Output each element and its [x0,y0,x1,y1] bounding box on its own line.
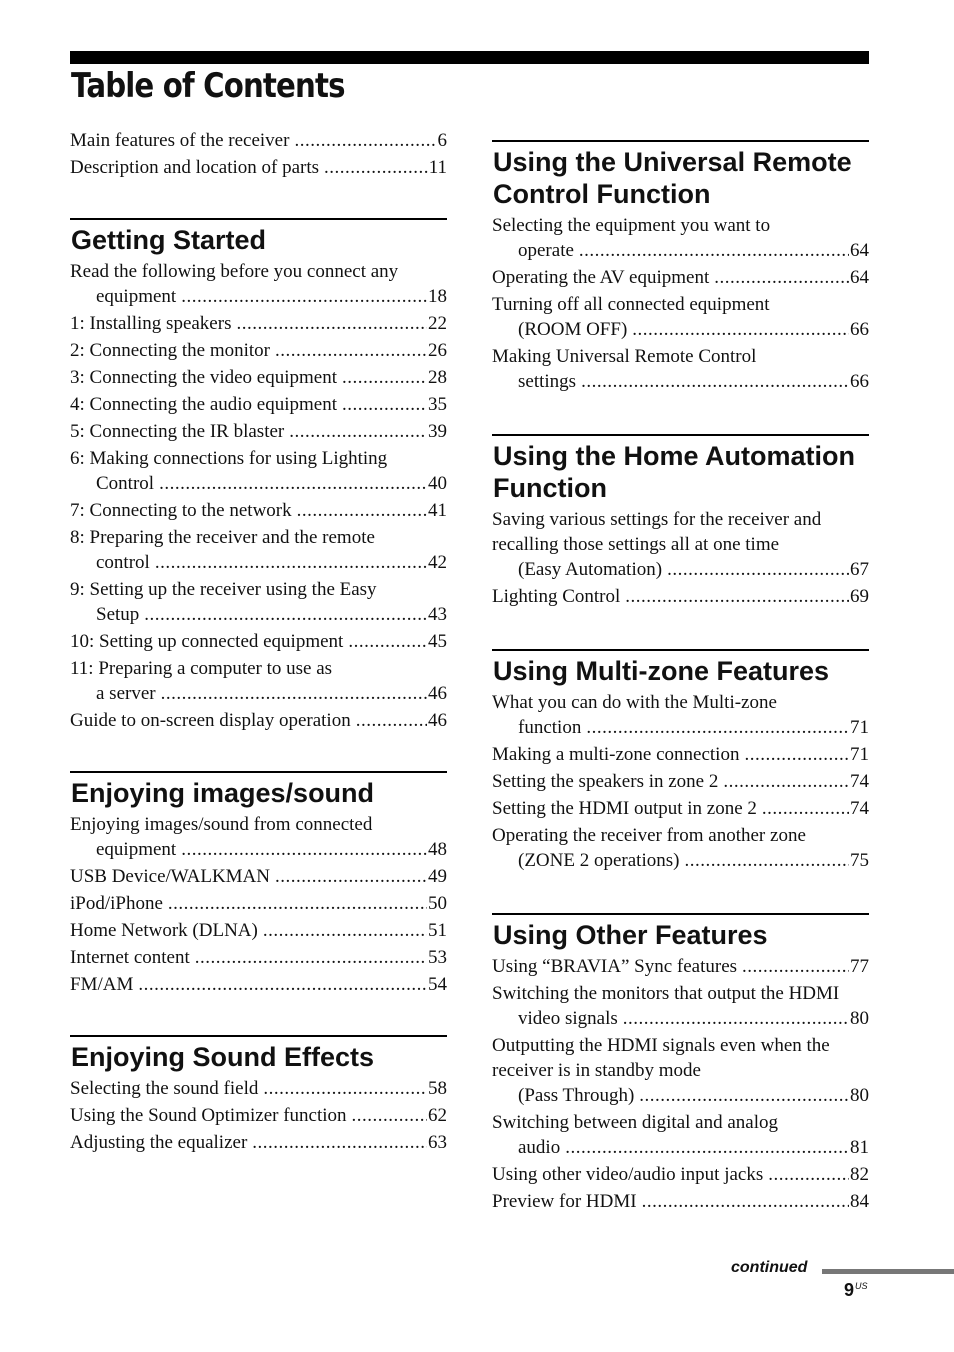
toc-entry-page: 45 [428,631,447,652]
toc-entry-text-line: Selecting the equipment you want to [492,215,771,236]
toc-entry-title: USB Device/WALKMAN [70,866,271,887]
toc-section [492,649,869,873]
toc-entry-title: (ZONE 2 operations) [518,850,680,871]
toc-entry-page: 58 [428,1078,447,1099]
toc-entry-text-line: receiver is in standby mode [492,1060,701,1081]
dot-leader [714,265,849,290]
toc-section [492,434,869,609]
top-rule [70,51,869,64]
toc-entry-title: video signals [518,1008,618,1029]
toc-entry[interactable] [492,1033,869,1108]
dot-leader [667,557,849,582]
dot-leader [181,284,427,309]
toc-entry-title: audio [518,1137,561,1158]
toc-section [492,140,869,394]
dot-leader [352,1103,427,1128]
toc-entry[interactable] [70,311,447,336]
dot-leader [168,891,427,916]
toc-entry-page: 39 [428,421,447,442]
toc-entry-title: operate [518,240,574,261]
toc-entry-page: 53 [428,947,447,968]
section-rule [70,1035,447,1037]
section-heading: Enjoying Sound Effects [71,1042,375,1072]
toc-entry[interactable] [492,1189,869,1214]
toc-entry[interactable] [492,823,869,873]
dot-leader [263,1076,427,1101]
dot-leader [342,365,427,390]
toc-entry-title: (ROOM OFF) [518,319,628,340]
section-heading: Using the Home Automation Function [493,441,855,503]
toc-entry-title: 5: Connecting the IR blaster [70,421,285,442]
toc-entry[interactable] [70,656,447,706]
toc-entry-page: 46 [428,710,447,731]
toc-entry[interactable] [492,769,869,794]
toc-entry[interactable] [492,954,869,979]
toc-entry[interactable] [70,891,447,916]
toc-entry-page: 48 [428,839,447,860]
toc-entry[interactable] [492,796,869,821]
toc-entry[interactable] [492,213,869,263]
toc-entry-title: Making a multi-zone connection [492,744,740,765]
toc-entry-title: Home Network (DLNA) [70,920,258,941]
toc-entry-text-line: 6: Making connections for using Lighting [70,448,388,469]
section-rule [492,649,869,651]
dot-leader [684,848,849,873]
toc-entry[interactable] [70,577,447,627]
toc-entry-text-line: Making Universal Remote Control [492,346,757,367]
toc-entry[interactable] [70,128,447,153]
toc-entry-page: 66 [850,319,869,340]
dot-leader [275,338,427,363]
toc-entry-title: function [518,717,582,738]
dot-leader [579,238,849,263]
toc-entry[interactable] [70,419,447,444]
toc-entry[interactable] [70,259,447,309]
toc-entry-text-line: Outputting the HDMI signals even when the [492,1035,830,1056]
toc-entry-page: 62 [428,1105,447,1126]
toc-entry-page: 66 [850,371,869,392]
toc-entry-title: Using other video/audio input jacks [492,1164,764,1185]
toc-entry-page: 46 [428,683,447,704]
dot-leader [762,796,849,821]
dot-leader [356,708,427,733]
toc-entry-text-line: What you can do with the Multi-zone [492,692,777,713]
toc-entry-title: Description and location of parts [70,157,320,178]
section-rule [70,218,447,220]
dot-leader [155,550,427,575]
toc-entry-title: Guide to on-screen display operation [70,710,351,731]
dot-leader [294,128,436,153]
toc-entry-title: Control [96,473,155,494]
toc-entry[interactable] [70,446,447,496]
page-number [844,1280,867,1301]
toc-entry-title: Using “BRAVIA” Sync features [492,956,738,977]
toc-section [70,1035,447,1155]
toc-entry-title: Preview for HDMI [492,1191,637,1212]
toc-entry-text-line: Operating the receiver from another zone [492,825,806,846]
dot-leader [138,972,427,997]
toc-entry-page: 77 [850,956,869,977]
toc-entry-page: 75 [850,850,869,871]
toc-entry-title: control [96,552,150,573]
toc-section [492,913,869,1214]
toc-entry[interactable] [70,338,447,363]
toc-entry-page: 80 [850,1085,869,1106]
section-heading: Using the Universal Remote Control Function [493,147,852,209]
toc-entry-page: 22 [428,313,447,334]
toc-entry-page: 42 [428,552,447,573]
toc-entry-title: 3: Connecting the video equipment [70,367,338,388]
toc-entry[interactable] [70,708,447,733]
toc-entry-text-line: 8: Preparing the receiver and the remote [70,527,375,548]
toc-entry-title: (Easy Automation) [518,559,663,580]
toc-entry-text-line: Switching between digital and analog [492,1112,778,1133]
toc-entry-title: settings [518,371,577,392]
toc-entry[interactable] [492,1162,869,1187]
toc-entry-page: 35 [428,394,447,415]
left-sections [70,218,447,1155]
continued-label: continued [731,1259,808,1276]
toc-entry-text-line: Saving various settings for the receiver and [492,509,822,530]
toc-entry-page: 69 [850,586,869,607]
toc-entry-page: 71 [850,744,869,765]
toc-entry[interactable] [70,1103,447,1128]
toc-entry-page: 50 [428,893,447,914]
left-column [70,128,447,1157]
dot-leader [297,498,427,523]
page-title: Table of Contents [71,66,345,106]
toc-entry-title: (Pass Through) [518,1085,635,1106]
toc-entry-page: 81 [850,1137,869,1158]
dot-leader [289,419,427,444]
toc-entry-page: 49 [428,866,447,887]
toc-entry-page: 18 [428,286,447,307]
dot-leader [586,715,849,740]
toc-entry-title: equipment [96,286,177,307]
toc-entry-page: 84 [850,1191,869,1212]
toc-entry-title: Adjusting the equalizer [70,1132,248,1153]
dot-leader [565,1135,849,1160]
toc-entry[interactable] [492,690,869,740]
toc-entry-title: 2: Connecting the monitor [70,340,271,361]
toc-section [70,218,447,733]
section-heading: Enjoying images/sound [71,778,375,808]
toc-entry-text-line: Read the following before you connect any [70,261,399,282]
toc-entry[interactable] [70,945,447,970]
dot-leader [275,864,427,889]
toc-section [70,771,447,997]
toc-entry-title: FM/AM [70,974,134,995]
toc-entry-page: 63 [428,1132,447,1153]
toc-entry-title: Using the Sound Optimizer function [70,1105,347,1126]
toc-entry[interactable] [70,629,447,654]
toc-entry-text-line: 11: Preparing a computer to use as [70,658,333,679]
section-rule [492,913,869,915]
toc-entry[interactable] [70,392,447,417]
toc-entry-text-line: 9: Setting up the receiver using the Easy [70,579,377,600]
toc-entry-text-line: Enjoying images/sound from connected [70,814,373,835]
right-sections [492,140,869,1214]
toc-entry-page: 6 [437,130,447,151]
dot-leader [161,681,427,706]
toc-entry[interactable] [70,1076,447,1101]
toc-entry-title: 1: Installing speakers [70,313,232,334]
toc-entry-page: 54 [428,974,447,995]
dot-leader [181,837,427,862]
toc-entry-page: 74 [850,771,869,792]
section-rule [492,434,869,436]
toc-entry[interactable] [492,584,869,609]
toc-entry[interactable] [70,525,447,575]
dot-leader [159,471,427,496]
dot-leader [144,602,427,627]
dot-leader [768,1162,849,1187]
toc-entry-title: Lighting Control [492,586,621,607]
dot-leader [263,918,427,943]
toc-entry-page: 26 [428,340,447,361]
toc-entry-page: 28 [428,367,447,388]
toc-entry-page: 82 [850,1164,869,1185]
toc-entry[interactable] [492,265,869,290]
toc-entry[interactable] [70,155,447,180]
toc-entry[interactable] [492,1110,869,1160]
toc-entry-page: 71 [850,717,869,738]
right-column [492,140,869,1216]
toc-entry-text-line: Turning off all connected equipment [492,294,770,315]
toc-entry-title: Internet content [70,947,190,968]
dot-leader [723,769,849,794]
dot-leader [342,392,427,417]
toc-entry-page: 64 [850,240,869,261]
toc-entry[interactable] [492,292,869,342]
dot-leader [642,1189,849,1214]
continued-bar [822,1269,954,1274]
toc-entry-title: Selecting the sound field [70,1078,259,1099]
toc-entry[interactable] [492,742,869,767]
page-number-suffix: US [855,1281,868,1291]
toc-entry[interactable] [70,918,447,943]
toc-entry-title: a server [96,683,156,704]
toc-entry[interactable] [70,1130,447,1155]
toc-entry-title: Main features of the receiver [70,130,290,151]
toc-entry[interactable] [492,507,869,582]
dot-leader [581,369,849,394]
page-number-value: 9 [844,1280,855,1300]
toc-entry-page: 64 [850,267,869,288]
dot-leader [639,1083,849,1108]
toc-entry[interactable] [492,981,869,1031]
toc-entry-text-line: recalling those settings all at one time [492,534,780,555]
dot-leader [623,1006,849,1031]
toc-entry[interactable] [70,972,447,997]
dot-leader [324,155,428,180]
dot-leader [348,629,427,654]
dot-leader [625,584,849,609]
toc-entry[interactable] [70,498,447,523]
toc-entry-title: Operating the AV equipment [492,267,710,288]
toc-entry[interactable] [70,864,447,889]
dot-leader [252,1130,427,1155]
toc-entry-page: 51 [428,920,447,941]
dot-leader [742,954,849,979]
dot-leader [632,317,849,342]
toc-entry-title: Setting the speakers in zone 2 [492,771,719,792]
toc-entry-title: 10: Setting up connected equipment [70,631,344,652]
toc-entry-page: 80 [850,1008,869,1029]
toc-entry-title: equipment [96,839,177,860]
toc-entry[interactable] [70,812,447,862]
section-rule [70,771,447,773]
toc-entry-title: 4: Connecting the audio equipment [70,394,338,415]
toc-entry-title: Setting the HDMI output in zone 2 [492,798,757,819]
toc-entry-page: 43 [428,604,447,625]
toc-entry-text-line: Switching the monitors that output the HDMI [492,983,840,1004]
toc-entry-title: iPod/iPhone [70,893,163,914]
section-rule [492,140,869,142]
toc-entry-page: 67 [850,559,869,580]
toc-entry-page: 41 [428,500,447,521]
toc-entry-title: 7: Connecting to the network [70,500,292,521]
toc-entry-title: Setup [96,604,140,625]
toc-entry-page: 74 [850,798,869,819]
dot-leader [744,742,849,767]
intro-entries [70,128,447,180]
dot-leader [195,945,427,970]
toc-entry-page: 11 [428,157,447,178]
toc-entry-page: 40 [428,473,447,494]
section-heading: Using Other Features [493,920,768,950]
toc-entry[interactable] [492,344,869,394]
section-heading: Using Multi-zone Features [493,656,830,686]
dot-leader [236,311,427,336]
toc-entry[interactable] [70,365,447,390]
section-heading: Getting Started [71,225,267,255]
